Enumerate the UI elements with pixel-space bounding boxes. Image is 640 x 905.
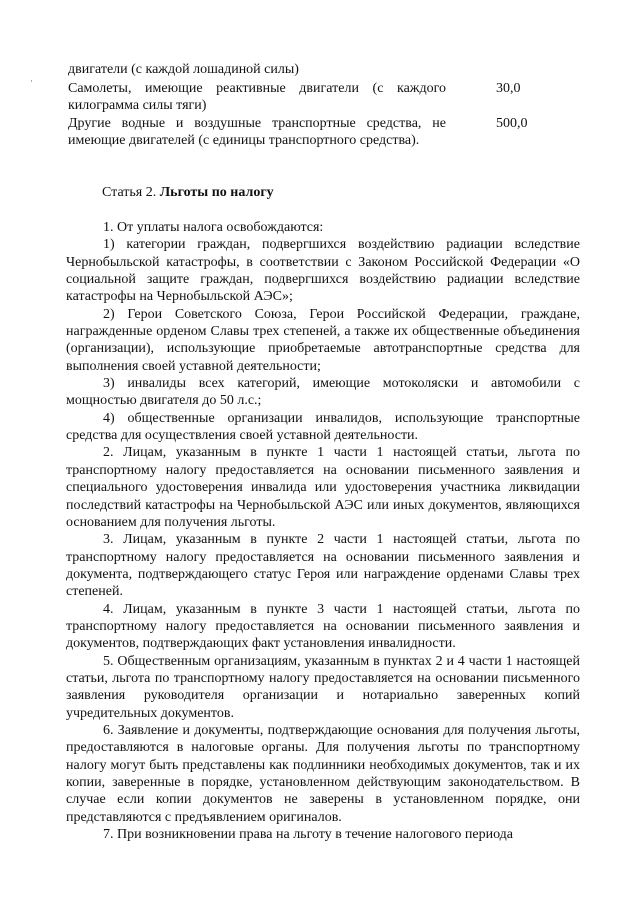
paragraph: 4. Лицам, указанным в пункте 3 части 1 настоящей статьи, льгота по транспортному налогу предоставляется на основании письменного заявления и документов, подтверждающих факт установления инвалидности. [66, 601, 580, 652]
article-title: Льготы по налогу [159, 185, 274, 200]
tax-rate-description: Самолеты, имеющие реактивные двигатели (с каждого килограмма силы тяги) [68, 81, 446, 113]
paragraph: 4) общественные организации инвалидов, использующие транспортные средства для осуществления своей уставной деятельности. [66, 410, 580, 444]
stray-mark: · [30, 76, 33, 86]
paragraph: 3. Лицам, указанным в пункте 2 части 1 настоящей статьи, льгота по транспортному налогу предоставляется на основании письменного заявления и документа, подтверждающего статус Героя или награждение орденами Славы трех степеней. [66, 532, 580, 600]
paragraph: 1) категории граждан, подвергшихся воздействию радиации вследствие Чернобыльской катастрофы, в соответствии с Законом Российской Федерации «О социальной защите граждан, подвергшихся воздействию радиации вследствие катастрофы на Чернобыльской АЭС»; [66, 237, 580, 305]
article-body [66, 219, 580, 843]
paragraph: 7. При возникновении права на льготу в течение налогового периода [103, 827, 514, 843]
tax-rate-value: 500,0 [496, 116, 528, 131]
tax-rate-description: двигатели (с каждой лошадиной силы) [68, 62, 299, 77]
article-heading [102, 184, 274, 201]
tax-rate-value: 30,0 [496, 81, 521, 96]
paragraph: 2. Лицам, указанным в пункте 1 части 1 настоящей статьи, льгота по транспортному налогу предоставляется на основании письменного заявления и специального удостоверения инвалида или удостоверения участника ликвидации последствий катастрофы на Чернобыльской АЭС или иных документов, являющихся основанием для получения льготы. [66, 445, 580, 530]
paragraph: 1. От уплаты налога освобождаются: [103, 220, 324, 235]
paragraph: 5. Общественным организациям, указанным в пунктах 2 и 4 части 1 настоящей статьи, льгота по транспортному налогу предоставляется на основании письменного заявления руководителя организации и нотариально заверенных копий учредительных документов. [66, 653, 580, 721]
tax-rate-description: Другие водные и воздушные транспортные средства, не имеющие двигателей (с единицы транспортного средства). [68, 116, 446, 148]
paragraph: 6. Заявление и документы, подтверждающие основания для получения льготы, предоставляются в налоговые органы. Для получения льготы по транспортному налогу могут быть представлены как подлинники необходимых документов, так и их копии, заверенные в порядке, установленном действующим законодательством. В случае если копии документов не заверены в установленном порядке, они представляются с предъявлением оригиналов. [66, 722, 580, 825]
paragraph: 2) Герои Советского Союза, Герои Российской Федерации, граждане, награжденные орденом Славы трех степеней, а также их общественные объединения (организации), использующие приобретаемые автотранспортные средства для выполнения своей уставной деятельности; [66, 306, 580, 374]
paragraph: 3) инвалиды всех категорий, имеющие мотоколяски и автомобили с мощностью двигателя до 50 л.с.; [66, 376, 580, 409]
article-number: Статья 2. [102, 185, 157, 200]
